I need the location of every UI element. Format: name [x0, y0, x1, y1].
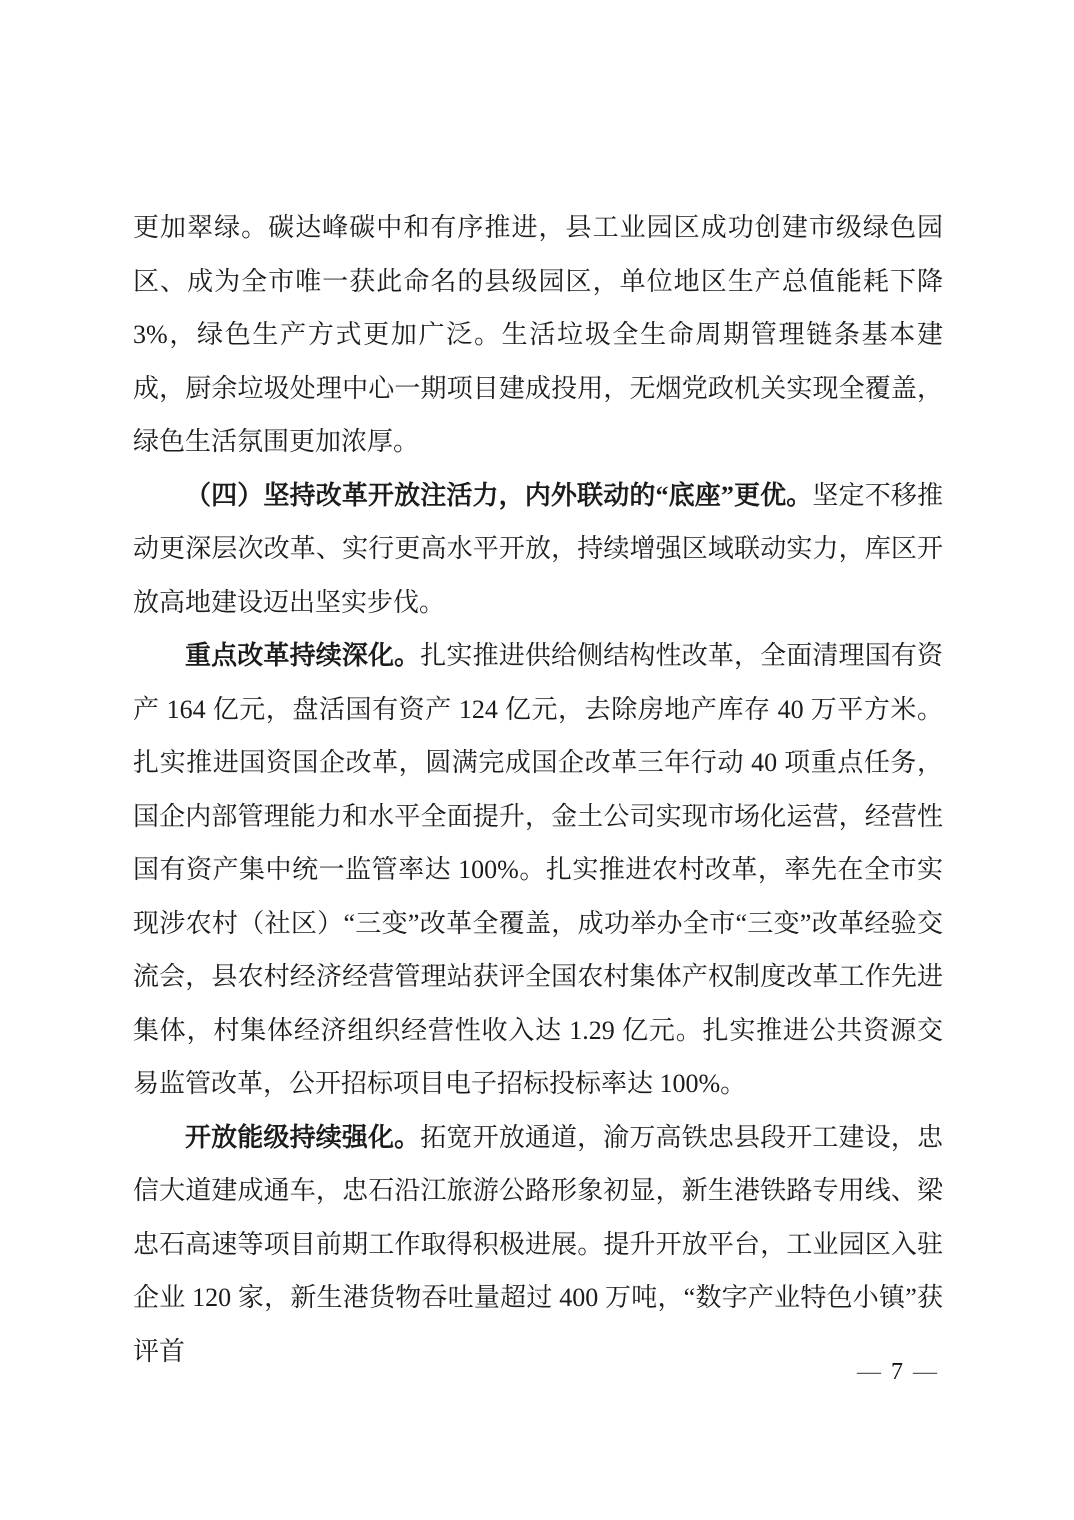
- paragraph-key-reform: [133, 629, 943, 1111]
- paragraph-text: 扎实推进供给侧结构性改革，全面清理国有资产 164 亿元，盘活国有资产 124 亿元，去除房地产库存 40 万平方米。扎实推进国资国企改革，圆满完成国企改革三年行动 40 项重点任务，国企内部管理能力和水平全面提升，金土公司实现市场化运营，经营性国有资产集中统一监管率达 100%。扎实推进农村改革，率先在全市实现涉农村（社区）“三变”改革全覆盖，成功举办全市“三变”改革经验交流会，县农村经济经营管理站获评全国农村集体产权制度改革工作先进集体，村集体经济组织经营性收入达 1.29 亿元。扎实推进公共资源交易监管改革，公开招标项目电子招标投标率达 100%。: [133, 641, 943, 1098]
- key-reform-lead-text: 重点改革持续深化。: [185, 641, 421, 670]
- paragraph-text: 坚定不移推动更深层次改革、实行更高水平开放，持续增强区域联动实力，库区开放高地建设迈出坚实步伐。: [133, 480, 943, 617]
- footer-right-dash: —: [913, 1359, 937, 1385]
- opening-capacity-lead-text: 开放能级持续强化。: [185, 1122, 421, 1152]
- paragraph-text: 更加翠绿。碳达峰碳中和有序推进，县工业园区成功创建市级绿色园区、成为全市唯一获此命名的县级园区，单位地区生产总值能耗下降 3%，绿色生产方式更加广泛。生活垃圾全生命周期管理链条基本建成，厨余垃圾处理中心一期项目建成投用，无烟党政机关实现全覆盖，绿色生活氛围更加浓厚。: [133, 213, 943, 456]
- footer-left-dash: —: [857, 1359, 881, 1385]
- page-number: 7: [891, 1359, 903, 1385]
- page-footer: [851, 1356, 943, 1388]
- document-body: [133, 201, 943, 1378]
- section-four-heading-text: （四）坚持改革开放注活力，内外联动的“底座”更优。: [185, 480, 813, 510]
- paragraph-green-development-continuation: [133, 201, 943, 469]
- paragraph-opening-capacity: [133, 1111, 943, 1379]
- paragraph-section-four-heading: [133, 469, 943, 630]
- paragraph-text: 拓宽开放通道，渝万高铁忠县段开工建设，忠信大道建成通车，忠石沿江旅游公路形象初显，新生港铁路专用线、梁忠石高速等项目前期工作取得积极进展。提升开放平台，工业园区入驻企业 120 家，新生港货物吞吐量超过 400 万吨，“数字产业特色小镇”获评首: [133, 1122, 943, 1366]
